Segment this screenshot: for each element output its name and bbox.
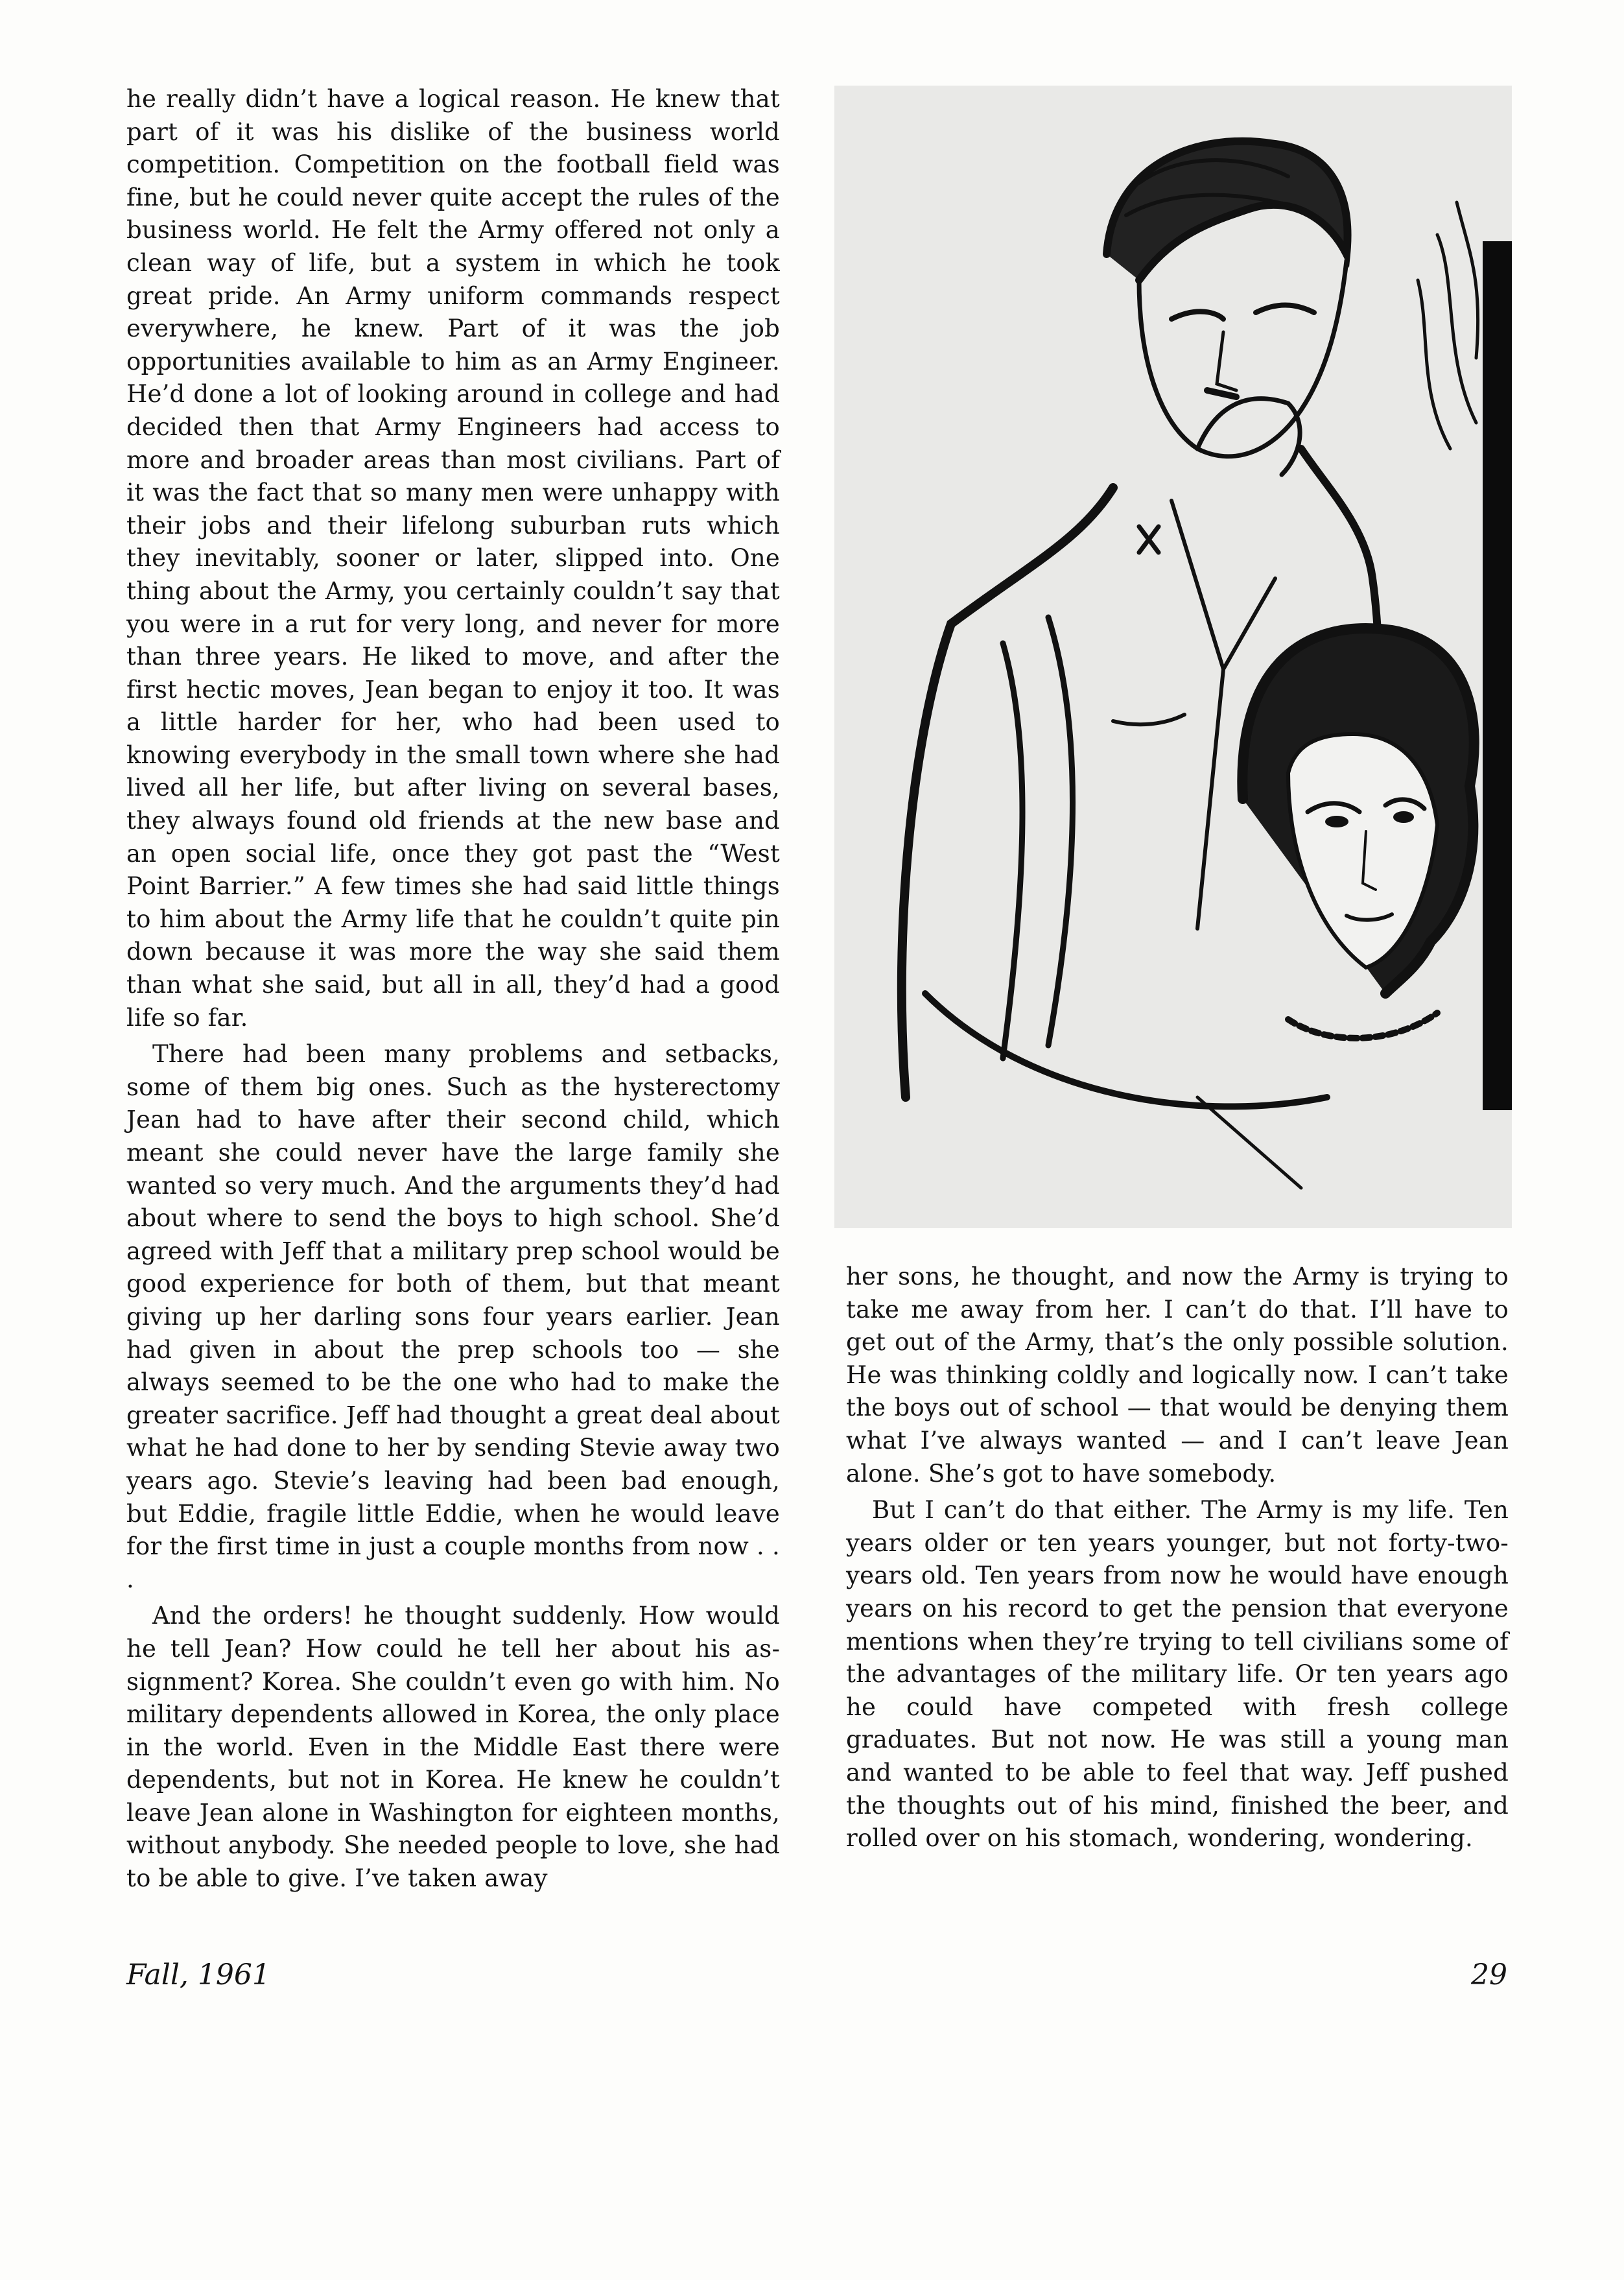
illustration-drawing	[834, 86, 1512, 1228]
ink-illustration	[834, 86, 1512, 1228]
paragraph: There had been many problems and setbacks, some of them big ones. Such as the hysterectomy Jean had to have after their second child, which meant she could never have the large family she wanted so very much. And the arguments they’d had about where to send the boys to high school. She’d agreed with Jeff that a military prep school would be good experience for both of them, but that meant giving up her darling sons four years earlier. Jean had given in about the prep schools too — she always seemed to be the one who had to make the greater sacrifice. Jeff had thought a great deal about what he had done to her by sending Stevie away two years ago. Stevie’s leaving had been bad enough, but Eddie, fragile little Eddie, when he would leave for the first time in just a couple months from now . . .	[126, 1040, 780, 1593]
paragraph: But I can’t do that either. The Army is my life. Ten years older or ten years younger, but not forty-two-years old. Ten years from now he would have enough years on his record to get the pension that everyone mentions when they’re trying to tell civilians some of the advantages of the military life. Or ten years ago he could have competed with fresh college graduates. But not now. He was still a young man and wanted to be able to feel that way. Jeff pushed the thoughts out of his mind, finished the beer, and rolled over on his stomach, wondering, wondering.	[846, 1496, 1509, 1853]
paragraph: her sons, he thought, and now the Army is trying to take me away from her. I can’t do that. I’ll have to get out of the Army, that’s the only possible solution. He was thinking coldly and logically now. I can’t take the boys out of school — that would be denying them what I’ve always wanted — and I can’t leave Jean alone. She’s got to have somebody.	[846, 1263, 1509, 1488]
page-number: 29	[1471, 1958, 1507, 1991]
left-text-column	[126, 83, 780, 1895]
paragraph: And the orders! he thought suddenly. How would he tell Jean? How could he tell her about his assignment? Korea. She couldn’t even go with him. No military dependents allowed in Korea, the only place in the world. Even in the Middle East there were dependents, but not in Korea. He knew he couldn’t leave Jean alone in Washington for eighteen months, without anybody. She needed people to love, she had to be able to give. I’ve taken away	[126, 1602, 780, 1893]
footer-issue-date: Fall, 1961	[126, 1958, 270, 1991]
paragraph: he really didn’t have a logical reason. He knew that part of it was his dislike of the business world competition. Competition on the football field was fine, but he could never quite accept the rules of the business world. He felt the Army offered not only a clean way of life, but a system in which he took great pride. An Army uniform commands respect everywhere, he knew. Part of it was the job opportunities available to him as an Army Engineer. He’d done a lot of looking around in college and had decided then that Army Engineers had access to more and broader areas than most civilians. Part of it was the fact that so many men were unhappy with their jobs and their lifelong suburban ruts which they inevitably, sooner or later, slipped into. One thing about the Army, you certainly couldn’t say that you were in a rut for very long, and never for more than three years. He liked to move, and after the first hectic moves, Jean began to enjoy it too. It was a little harder for her, who had been used to knowing everybody in the small town where she had lived all her life, but after living on several bases, they always found old friends at the new base and an open social life, once they got past the “West Point Barrier.” A few times she had said little things to him about the Army life that he couldn’t quite pin down because it was more the way she said them than what she said, but all in all, they’d had a good life so far.	[126, 85, 780, 1032]
right-text-column	[846, 1261, 1509, 1855]
